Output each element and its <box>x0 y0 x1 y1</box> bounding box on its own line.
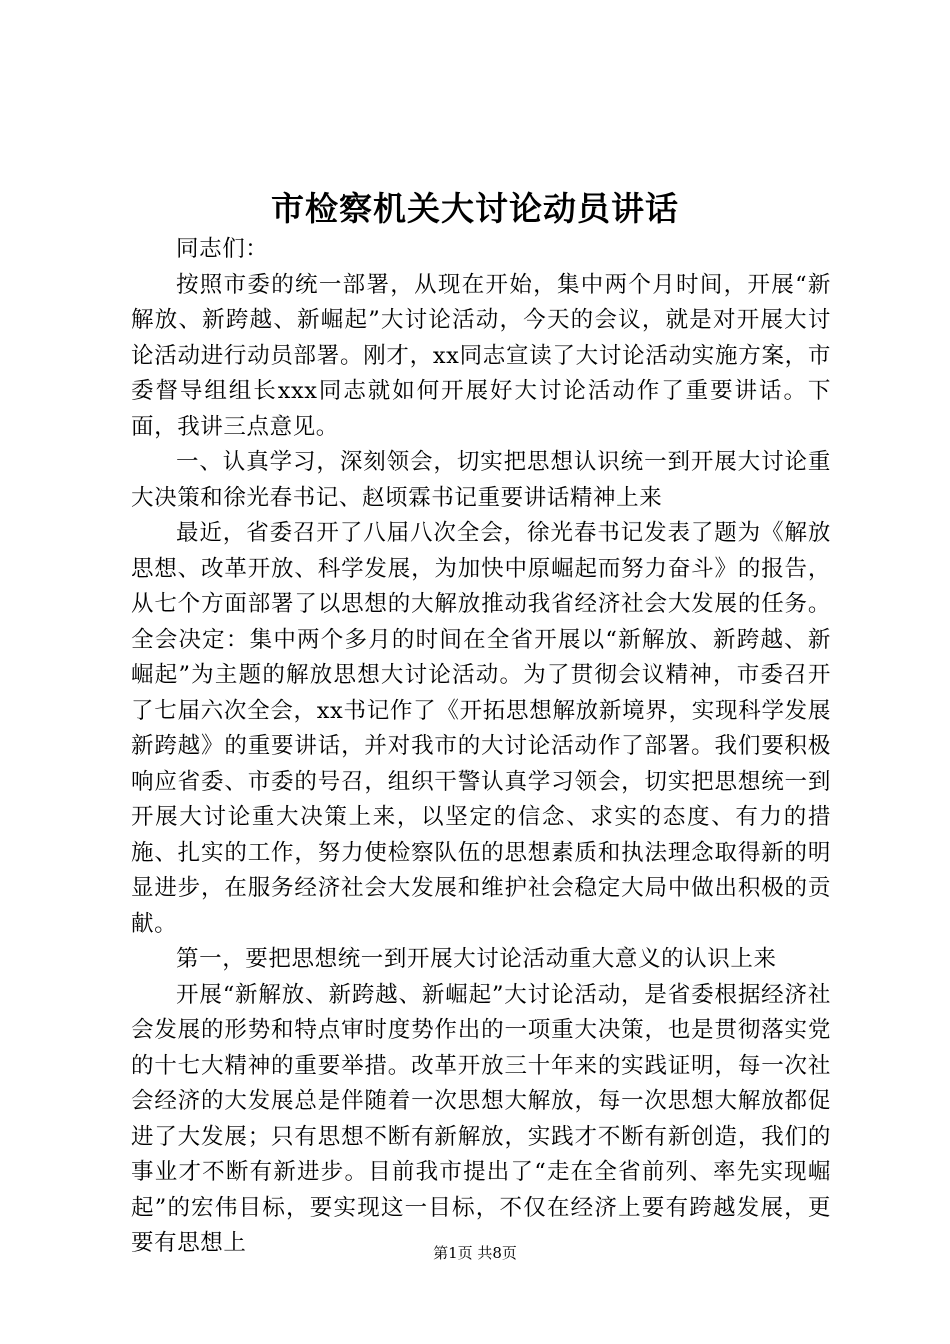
document-body <box>131 232 831 1262</box>
body-paragraph: 开展“新解放、新跨越、新崛起”大讨论活动，是省委根据经济社会发展的形势和特点审时度势作出的一项重大决策，也是贯彻落实党的十七大精神的重要举措。改革开放三十年来的实践证明，每一次社会经济的大发展总是伴随着一次思想大解放，每一次思想大解放都促进了大发展；只有思想不断有新解放，实践才不断有新创造，我们的事业才不断有新进步。目前我市提出了“走在全省前列、率先实现崛起”的宏伟目标，要实现这一目标，不仅在经济上要有跨越发展，更要有思想上 <box>131 981 831 1256</box>
body-paragraph: 最近，省委召开了八届八次全会，徐光春书记发表了题为《解放思想、改革开放、科学发展，为加快中原崛起而努力奋斗》的报告，从七个方面部署了以思想的大解放推动我省经济社会大发展的任务。全会决定：集中两个多月的时间在全省开展以“新解放、新跨越、新崛起”为主题的解放思想大讨论活动。为了贯彻会议精神，市委召开了七届六次全会，xx书记作了《开拓思想解放新境界，实现科学发展新跨越》的重要讲话，并对我市的大讨论活动作了部署。我们要积极响应省委、市委的号召，组织干警认真学习领会，切实把思想统一到开展大讨论重大决策上来，以坚定的信念、求实的态度、有力的措施、扎实的工作，努力使检察队伍的思想素质和执法理念取得新的明显进步，在服务经济社会大发展和维护社会稳定大局中做出积极的贡献。 <box>131 520 831 937</box>
subsection-heading-first: 第一，要把思想统一到开展大讨论活动重大意义的认识上来 <box>176 946 777 972</box>
salutation-paragraph: 同志们： <box>176 236 269 262</box>
section-heading-one: 一、认真学习，深刻领会，切实把思想认识统一到开展大讨论重大决策和徐光春书记、赵顷霖书记重要讲话精神上来 <box>131 449 831 511</box>
document-title: 市检察机关大讨论动员讲话 <box>271 189 679 228</box>
page-footer: 第1页 共8页 <box>433 1244 517 1262</box>
intro-paragraph: 按照市委的统一部署，从现在开始，集中两个月时间，开展“新解放、新跨越、新崛起”大讨论活动，今天的会议，就是对开展大讨论活动进行动员部署。刚才，xx同志宣读了大讨论活动实施方案，市委督导组组长xxx同志就如何开展好大讨论活动作了重要讲话。下面，我讲三点意见。 <box>131 271 831 440</box>
